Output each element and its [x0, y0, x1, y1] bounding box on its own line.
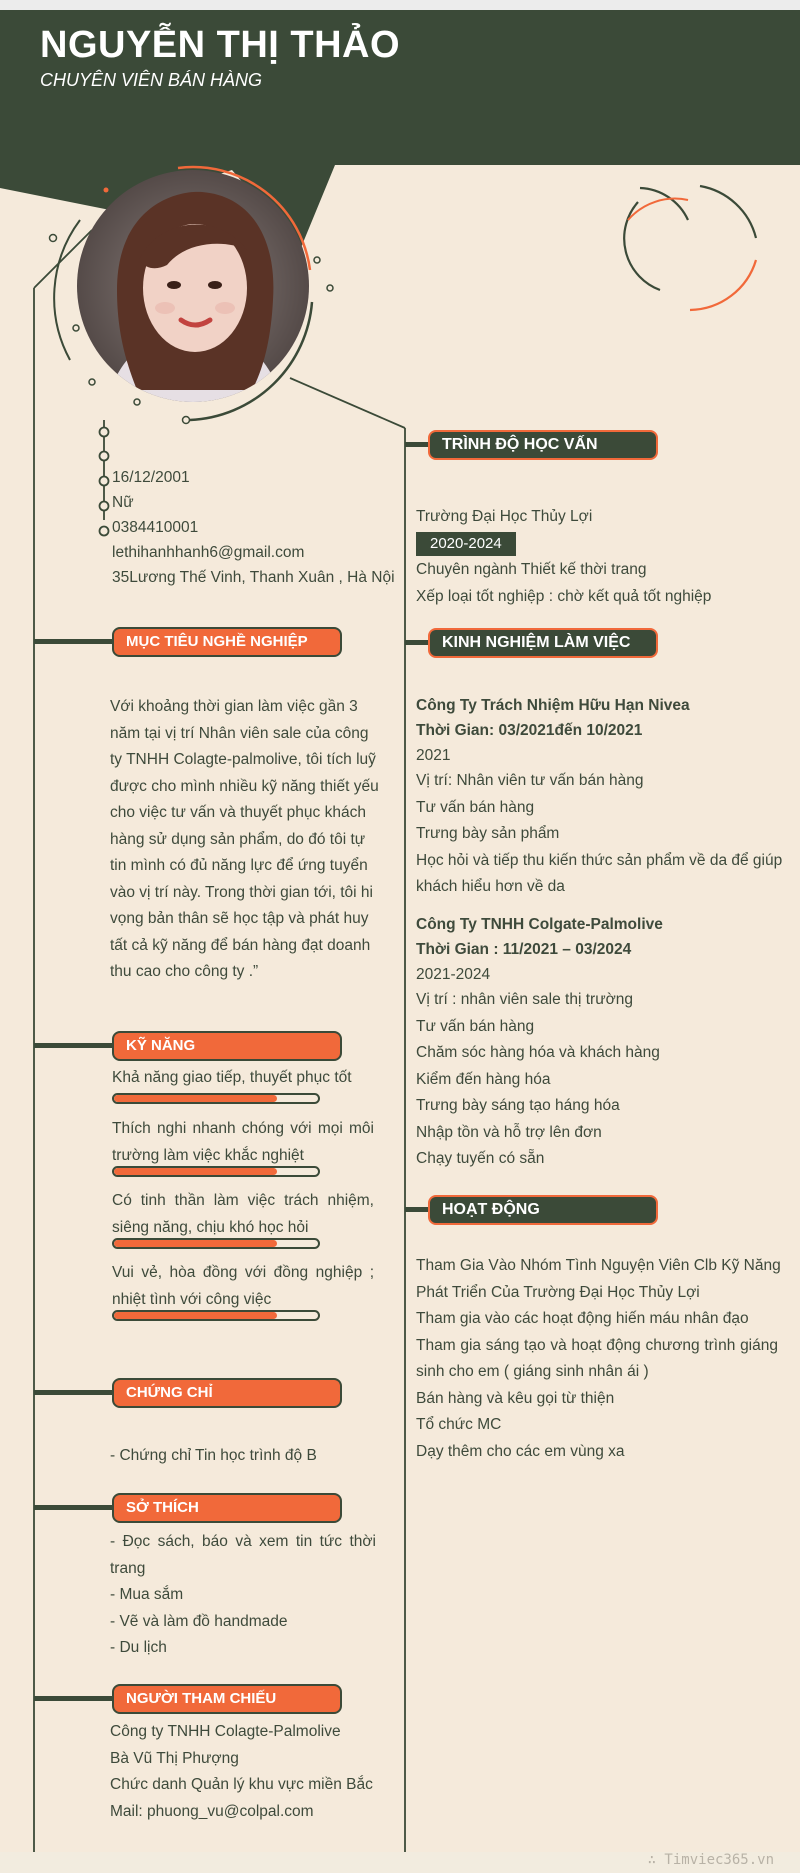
- skill-2-bar-fill: [114, 1168, 277, 1175]
- hobbies-list: [110, 1529, 376, 1662]
- job-period: Thời Gian: 03/2021đến 10/2021: [416, 722, 643, 739]
- skill-line: Vui vẻ, hòa đồng với đồng nghiệp ;: [112, 1264, 374, 1281]
- skill-line: nhiệt tình với công việc: [112, 1290, 272, 1308]
- activity-line: Dạy thêm cho các em vùng xa: [416, 1442, 625, 1460]
- objective-line: hàng sử dụng sản phẩm, do đó tôi tự: [110, 830, 366, 848]
- job-year: 2021-2024: [416, 966, 491, 983]
- job-task: Tư vấn bán hàng: [416, 1017, 535, 1035]
- objective-line: vọng bản thân sẽ học tập và phát huy: [110, 910, 369, 927]
- section-connector: [34, 1043, 114, 1048]
- job-task: Vị trí: Nhân viên tư vấn bán hàng: [416, 772, 644, 789]
- education-title: TRÌNH ĐỘ HỌC VẤN: [428, 430, 658, 460]
- skills-title: KỸ NĂNG: [112, 1031, 342, 1061]
- job-task: Trưng bày sản phẩm: [416, 825, 560, 842]
- objective-title: MỤC TIÊU NGHỀ NGHIỆP: [112, 627, 342, 657]
- activities-title: HOẠT ĐỘNG: [428, 1195, 658, 1225]
- objective-line: vào vị trí này. Trong thời gian tới, tôi hi: [110, 883, 373, 901]
- job-task: Học hỏi và tiếp thu kiến thức sản phẩm về da để giúp: [416, 851, 783, 869]
- experience-job-1: [416, 693, 690, 768]
- job-task: Nhập tồn và hỗ trợ lên đơn: [416, 1123, 602, 1141]
- education-school: Trường Đại Học Thủy Lợi: [416, 508, 593, 525]
- gender: Nữ: [112, 494, 134, 511]
- section-connector: [34, 1696, 114, 1701]
- education-years-badge: 2020-2024: [416, 532, 516, 556]
- reference-line: Mail: phuong_vu@colpal.com: [110, 1802, 314, 1820]
- phone: 0384410001: [112, 519, 199, 536]
- address: 35Lương Thế Vinh, Thanh Xuân , Hà Nội: [112, 569, 395, 586]
- certificates-list: [110, 1443, 317, 1470]
- cv-page: [0, 10, 800, 1852]
- job-title: CHUYÊN VIÊN BÁN HÀNG: [40, 70, 263, 90]
- objective-line: ty TNHH Colagte-palmolive, tôi tích luỹ: [110, 751, 376, 768]
- section-connector: [34, 639, 114, 644]
- job-task: Tư vấn bán hàng: [416, 798, 535, 816]
- education-grade: Xếp loại tốt nghiệp : chờ kết quả tốt nghiệp: [416, 587, 712, 605]
- references-list: [110, 1719, 373, 1825]
- skill-4-bar-fill: [114, 1312, 277, 1319]
- watermark-link[interactable]: ∴ Timviec365.vn: [647, 1852, 774, 1868]
- objective-line: tất cả kỹ năng để bán hàng đạt doanh: [110, 936, 371, 954]
- avatar: [77, 170, 309, 402]
- skill-1-text: [112, 1065, 352, 1092]
- certificates-title: CHỨNG CHỈ: [112, 1378, 342, 1408]
- hobby-line: trang: [110, 1559, 146, 1577]
- skill-3-bar: [112, 1238, 320, 1249]
- skill-line: Thích nghi nhanh chóng với mọi môi: [112, 1120, 374, 1137]
- experience-job-2-tasks: [416, 987, 660, 1173]
- activity-line: Bán hàng và kêu gọi từ thiện: [416, 1389, 615, 1407]
- skill-1-bar: [112, 1093, 320, 1104]
- hobby-line: - Mua sắm: [110, 1586, 184, 1603]
- hobby-line: - Du lịch: [110, 1639, 167, 1656]
- skill-4-text: [112, 1260, 374, 1313]
- email: lethihanhhanh6@gmail.com: [112, 544, 305, 561]
- activity-line: Tham gia sáng tạo và hoạt động chương trình giáng: [416, 1336, 778, 1354]
- reference-line: Chức danh Quản lý khu vực miền Bắc: [110, 1776, 373, 1793]
- section-connector: [34, 1390, 114, 1395]
- activities-list: [416, 1253, 781, 1465]
- skill-line: Có tinh thần làm việc trách nhiệm,: [112, 1192, 374, 1209]
- objective-line: cho việc tư vấn và thuyết phục khách: [110, 804, 366, 821]
- activity-line: Tham Gia Vào Nhóm Tình Nguyện Viên Clb Kỹ Năng: [416, 1257, 781, 1274]
- hobby-line: - Đọc sách, báo và xem tin tức thời: [110, 1533, 376, 1550]
- job-task: Chạy tuyến có sẵn: [416, 1150, 545, 1167]
- objective-line: Với khoảng thời gian làm việc gần 3: [110, 698, 358, 715]
- job-year: 2021: [416, 747, 451, 764]
- skill-3-text: [112, 1188, 374, 1241]
- education-major: Chuyên ngành Thiết kế thời trang: [416, 561, 647, 578]
- experience-job-1-tasks: [416, 768, 782, 901]
- skill-3-bar-fill: [114, 1240, 277, 1247]
- experience-title: KINH NGHIỆM LÀM VIỆC: [428, 628, 658, 658]
- skill-line: trường làm việc khắc nghiệt: [112, 1146, 304, 1164]
- activity-line: Tham gia vào các hoạt động hiến máu nhân đạo: [416, 1310, 749, 1327]
- objective-line: được cho mình nhiều kỹ năng thiết yếu: [110, 777, 379, 795]
- objective-line: thu cao cho công ty .”: [110, 963, 259, 980]
- activity-line: Phát Triển Của Trường Đại Học Thủy Lợi: [416, 1283, 700, 1301]
- hobby-line: - Vẽ và làm đồ handmade: [110, 1612, 288, 1630]
- objective-line: năm tại vị trí Nhân viên sale của công: [110, 724, 369, 742]
- job-task: Chăm sóc hàng hóa và khách hàng: [416, 1044, 660, 1061]
- skill-line: Khả năng giao tiếp, thuyết phục tốt: [112, 1069, 352, 1086]
- skill-line: siêng năng, chịu khó học hỏi: [112, 1218, 309, 1236]
- reference-line: Công ty TNHH Colagte-Palmolive: [110, 1723, 341, 1740]
- skill-2-bar: [112, 1166, 320, 1177]
- candidate-name: NGUYỄN THỊ THẢO: [40, 24, 401, 66]
- activity-line: sinh cho em ( giáng sinh nhân ái ): [416, 1363, 649, 1380]
- references-title: NGƯỜI THAM CHIẾU: [112, 1684, 342, 1714]
- objective-text: [110, 694, 379, 986]
- job-period: Thời Gian : 11/2021 – 03/2024: [416, 941, 632, 958]
- job-company: Công Ty Trách Nhiệm Hữu Hạn Nivea: [416, 697, 690, 714]
- experience-job-2: [416, 912, 663, 987]
- reference-line: Bà Vũ Thị Phượng: [110, 1749, 239, 1767]
- activity-line: Tổ chức MC: [416, 1416, 502, 1433]
- job-task: Vị trí : nhân viên sale thị trường: [416, 991, 633, 1008]
- job-task: Trưng bày sáng tạo háng hóa: [416, 1097, 620, 1114]
- birthday: 16/12/2001: [112, 469, 190, 486]
- certificate-item: - Chứng chỉ Tin học trình độ B: [110, 1447, 317, 1464]
- job-task: khách hiểu hơn về da: [416, 878, 565, 895]
- job-task: Kiểm đến hàng hóa: [416, 1070, 551, 1088]
- skill-2-text: [112, 1116, 374, 1169]
- skill-1-bar-fill: [114, 1095, 277, 1102]
- education-details: [416, 504, 711, 610]
- job-company: Công Ty TNHH Colgate-Palmolive: [416, 916, 663, 933]
- hobbies-title: SỞ THÍCH: [112, 1493, 342, 1523]
- objective-line: tin mình có đủ năng lực để ứng tuyển: [110, 857, 368, 874]
- skill-4-bar: [112, 1310, 320, 1321]
- section-connector: [34, 1505, 114, 1510]
